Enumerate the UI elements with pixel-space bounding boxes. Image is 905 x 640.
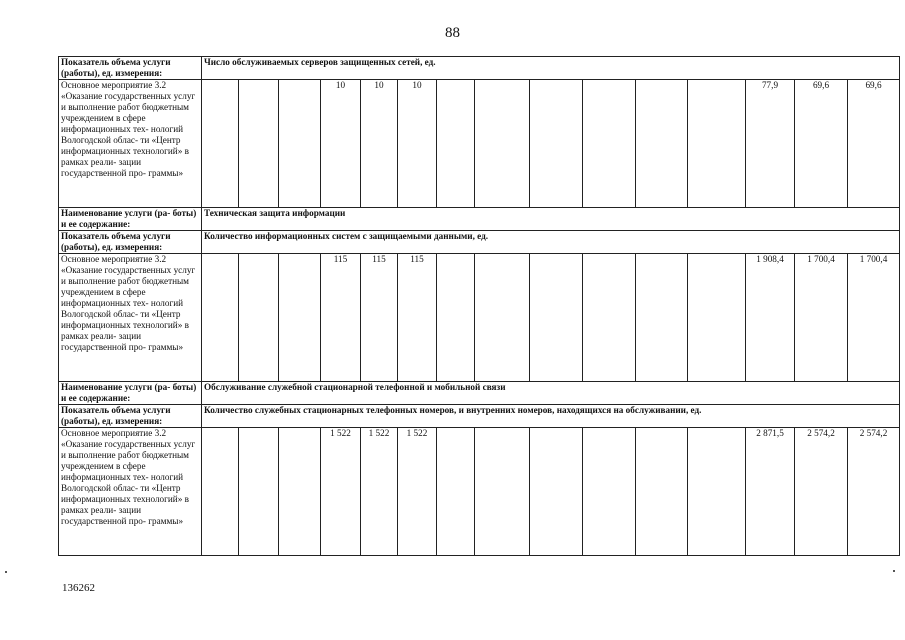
scan-mark [893,570,895,572]
value-cell: 10 [321,80,361,208]
scan-mark [5,571,7,573]
indicator-label: Показатель объема услуги (работы), ед. измерения: [59,57,202,80]
finance-cell: 69,6 [795,80,848,208]
service-row [59,208,900,231]
data-row [59,254,900,382]
indicator-row [59,405,900,428]
data-row [59,428,900,556]
finance-cell: 1 908,4 [746,254,795,382]
finance-cell: 2 574,2 [848,428,900,556]
service-text: Обслуживание служебной стационарной телефонной и мобильной связи [202,382,900,405]
value-cell: 1 522 [321,428,361,556]
value-cell: 10 [361,80,398,208]
service-text: Техническая защита информации [202,208,900,231]
indicator-text: Количество служебных стационарных телефонных номеров, и внутренних номеров, находящихся на обслуживании, ед. [202,405,900,428]
indicator-row [59,57,900,80]
indicator-label: Показатель объема услуги (работы), ед. измерения: [59,231,202,254]
value-cell: 10 [398,80,437,208]
value-cell: 115 [398,254,437,382]
service-label: Наименование услуги (ра- боты) и ее содержание: [59,208,202,231]
value-cell: 1 522 [361,428,398,556]
indicator-text: Количество информационных систем с защищаемыми данными, ед. [202,231,900,254]
budget-table [58,56,900,556]
page-number: 88 [445,25,460,41]
activity-description: Основное мероприятие 3.2 «Оказание государственных услуг и выполнение работ бюджетным учреждением в сфере информационных тех- нологий Вологодской облас- ти «Центр информационных технологий» в рамках реали- зации государственной про- граммы» [59,80,202,208]
value-cell: 115 [361,254,398,382]
footer-code: 136262 [62,582,95,594]
finance-cell: 77,9 [746,80,795,208]
activity-description: Основное мероприятие 3.2 «Оказание государственных услуг и выполнение работ бюджетным учреждением в сфере информационных тех- нологий Вологодской облас- ти «Центр информационных технологий» в рамках реали- зации государственной про- граммы» [59,254,202,382]
finance-cell: 1 700,4 [795,254,848,382]
indicator-text: Число обслуживаемых серверов защищенных сетей, ед. [202,57,900,80]
finance-cell: 1 700,4 [848,254,900,382]
service-row [59,382,900,405]
value-cell: 1 522 [398,428,437,556]
finance-cell: 69,6 [848,80,900,208]
data-row [59,80,900,208]
service-label: Наименование услуги (ра- боты) и ее содержание: [59,382,202,405]
value-cell: 115 [321,254,361,382]
finance-cell: 2 574,2 [795,428,848,556]
indicator-row [59,231,900,254]
indicator-label: Показатель объема услуги (работы), ед. измерения: [59,405,202,428]
activity-description: Основное мероприятие 3.2 «Оказание государственных услуг и выполнение работ бюджетным учреждением в сфере информационных тех- нологий Вологодской облас- ти «Центр информационных технологий» в рамках реали- зации государственной про- граммы» [59,428,202,556]
finance-cell: 2 871,5 [746,428,795,556]
